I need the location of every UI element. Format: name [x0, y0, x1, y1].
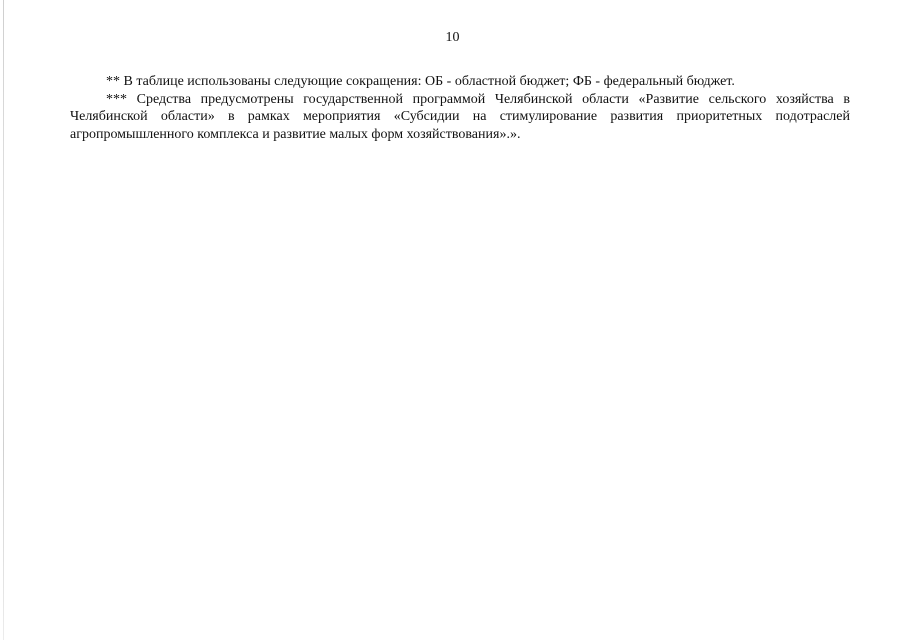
footnotes: [70, 73, 850, 143]
page-number: 10: [445, 30, 460, 45]
footnote-abbreviations: ** В таблице использованы следующие сокращения: ОБ - областной бюджет; ФБ - федеральный бюджет.: [106, 74, 735, 89]
footnote-funding-source: *** Средства предусмотрены государственной программой Челябинской области «Развитие сельского хозяйства в Челябинской области» в рамках мероприятия «Субсидии на стимулирование развития приоритетных подотраслей агропромышленного комплекса и развитие малых форм хозяйствования».».: [70, 91, 850, 142]
scan-edge-line: [3, 0, 4, 640]
